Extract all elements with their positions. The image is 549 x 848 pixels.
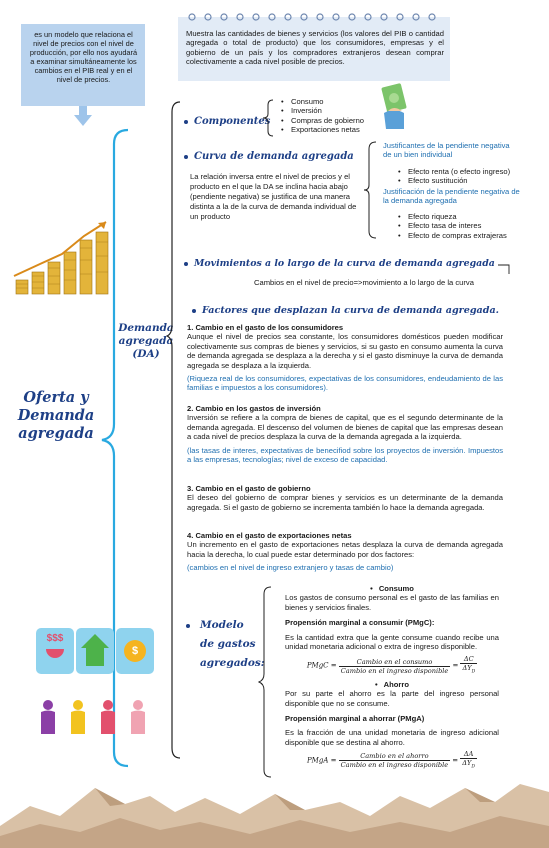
consumer-icons-illustration xyxy=(36,628,154,734)
movimientos-connector xyxy=(497,263,511,275)
people-icon xyxy=(38,700,154,734)
formula-lhs: PMgA = xyxy=(306,756,337,765)
modelo-heading-text: Modelo de gastos agregados: xyxy=(200,619,265,669)
list-item: • Efecto sustitución xyxy=(398,176,538,185)
coin-icon: $ xyxy=(124,640,146,662)
factor-note: (Riqueza real de los consumidores, expectativas de los consumidores, endeudamiento de las familias e impuestos a los consumidores). xyxy=(187,374,503,393)
factores-heading xyxy=(192,305,499,316)
ahorro-text: Por su parte el ahorro es la parte del ingreso personal disponible que no se consume. xyxy=(285,689,499,708)
factor-text: Inversión se refiere a la compra de bienes de capital, que es el segundo determinante de la demanda agregada. El descenso del volumen de bienes de capital que las empresas desean a cada nivel de precios desplaza la curva de la demanda agregada a la izquierda. xyxy=(187,413,503,442)
list-item: • Efecto renta (o efecto ingreso) xyxy=(398,167,538,176)
da-bracket xyxy=(166,100,182,760)
formula-numerator: Cambio en el consumo xyxy=(339,658,451,667)
house-icon xyxy=(76,628,114,674)
formula-subscript: D xyxy=(471,669,476,675)
list-item: • Inversión xyxy=(281,106,391,115)
factor-4 xyxy=(187,531,503,573)
modelo-heading xyxy=(186,616,265,673)
speech-bubble-home xyxy=(76,628,114,674)
factor-text: Un incremento en el gasto de exportaciones netas desplaza la curva de demanda agregada hacia la derecha, lo cual puede estar determinado por dos factores: xyxy=(187,540,503,559)
factor-note: (las tasas de interes, expectativas de benecifiod sobre los proyectos de inversión. Impuestos a las empresas, tecnologías; nivel de exceso de capacidad. xyxy=(187,445,503,465)
curva-text: La relación inversa entre el nivel de precios y el producto en el que la DA se inclina hacia abajo (pendiente negativa) se justifica de una manera distinta a la de la curva de demanda individual de un producto xyxy=(190,172,357,221)
formula-equals: = xyxy=(452,662,459,671)
consumo-title-text: Consumo xyxy=(378,584,414,593)
down-arrow-icon xyxy=(72,106,94,128)
intro-note-text: Muestra las cantidades de bienes y servicios (los valores del PIB o cantidad agregada o total de producto) que los consumidores, empresas y el gobierno de un país y los compradores extranjeros desean comprar colectivamente a cada nivel posible de precios. xyxy=(186,29,444,66)
sand-landscape-decoration xyxy=(0,766,549,848)
ahorro-title-text: Ahorro xyxy=(383,679,409,689)
bullet-dot xyxy=(186,624,190,628)
factor-text: Aunque el nivel de precios sea constante, los consumidores domésticos pueden modificar colectivamente sus compras de bienes y servicios, si su gasto en consumo aumenta la curva de demanda agregada se desplaza a la derecha y si el gasto disminuye la curva de demanda agregada se desplaza a la izquierda. xyxy=(187,332,503,370)
curva-heading-text: Curva de demanda agregada xyxy=(194,151,354,162)
formula-fraction xyxy=(339,658,451,675)
intro-definition-text: es un modelo que relaciona el nivel de precios con el nivel de producción, por ello nos ayudará a examinar simultáneamente los cambios en el PIB real y en el nivel de precios. xyxy=(29,30,138,84)
factor-title: 1. Cambio en el gasto de los consumidores xyxy=(187,323,344,332)
bullet-dot xyxy=(184,262,188,266)
money-hand-illustration xyxy=(378,83,412,131)
formula-delta-denominator xyxy=(460,664,477,676)
list-item: • Efecto riqueza xyxy=(398,212,538,221)
demanda-agregada-label: Demanda agregada (DA) xyxy=(118,322,174,360)
movimientos-heading-text: Movimientos a lo largo de la curva de demanda agregada xyxy=(194,258,495,269)
formula-delta-numerator: ΔA xyxy=(460,750,477,759)
bullet-dot xyxy=(184,120,188,124)
justificacion-agregada-title: Justificación de la pendiente negativa de la demanda agregada xyxy=(383,187,520,206)
formula-delta-numerator: ΔC xyxy=(460,655,477,664)
formula-denominator: Cambio en el ingreso disponible xyxy=(340,761,449,770)
list-item: • Efecto tasa de interes xyxy=(398,221,538,230)
pmgc-text: Es la cantidad extra que la gente consume cuando recibe una unidad monetaria adicional o extra de ingreso disponible. xyxy=(285,632,499,652)
justificantes-individual-list xyxy=(398,167,538,186)
pmgc-formula xyxy=(285,655,499,676)
formula-delta-fraction xyxy=(460,655,477,676)
pmga-title: Propensión marginal a ahorrar (PMgA) xyxy=(285,713,425,723)
page-title: Oferta y Demanda agregada xyxy=(17,389,95,442)
formula-denominator: Cambio en el ingreso disponible xyxy=(340,666,449,675)
factor-title: 3. Cambio en el gasto de gobierno xyxy=(187,484,311,493)
factor-text: El deseo del gobierno de comprar bienes y servicios es un determinante de la demanda agregada. Si el gasto de gobierno se incrementa también lo hace la demanda agregada. xyxy=(187,493,503,512)
pmgc-title: Propensión marginal a consumir (PMgC): xyxy=(285,618,435,628)
consumo-text: Los gastos de consumo personal es el gasto de las familias en bienes y servicios finales. xyxy=(285,593,499,612)
bowl-icon xyxy=(46,649,64,658)
factor-1 xyxy=(187,323,503,393)
componentes-heading xyxy=(184,116,270,127)
pmga-text: Es la fracción de una unidad monetaria de ingreso adicional disponible que se destina al ahorro. xyxy=(285,728,499,747)
formula-delta-denominator-text: ΔY xyxy=(462,759,472,768)
curva-heading xyxy=(184,151,354,162)
movimientos-heading xyxy=(184,258,495,269)
factor-note: (cambios en el nivel de ingreso extranjero y tasas de cambio) xyxy=(187,563,394,573)
speech-bubble-money xyxy=(36,628,74,674)
money-text-icon: $$$ xyxy=(46,633,64,644)
factor-title: 4. Cambio en el gasto de exportaciones netas xyxy=(187,531,352,540)
factor-3 xyxy=(187,484,503,512)
bullet-dot xyxy=(192,309,196,313)
modelo-content xyxy=(285,584,499,772)
speech-bubble-coin xyxy=(116,628,154,674)
list-item: • Exportaciones netas xyxy=(281,125,391,134)
modelo-brace xyxy=(258,586,272,778)
list-item: • Compras de gobierno xyxy=(281,116,391,125)
formula-numerator: Cambio en el ahorro xyxy=(339,752,451,761)
justificantes-individual-title: Justificantes de la pendiente negativa de un bien individual xyxy=(383,141,510,160)
ahorro-title: • Ahorro xyxy=(375,679,409,689)
factores-heading-text: Factores que desplazan la curva de demanda agregada. xyxy=(202,305,500,316)
movimientos-text: Cambios en el nivel de precio=>movimiento a lo largo de la curva xyxy=(254,278,474,287)
list-item: • Consumo xyxy=(281,97,391,106)
curva-brace xyxy=(363,141,377,239)
formula-equals: = xyxy=(452,756,459,765)
componentes-brace xyxy=(262,99,274,137)
factor-2 xyxy=(187,404,503,464)
componentes-list xyxy=(281,97,391,135)
bullet-dot xyxy=(184,155,188,159)
formula-lhs: PMgC = xyxy=(306,662,337,671)
componentes-heading-text: Componentes xyxy=(194,116,271,127)
consumo-title: • Consumo xyxy=(370,584,414,593)
list-item: • Efecto de compras extrajeras xyxy=(398,231,538,240)
justificacion-agregada-list xyxy=(398,212,538,240)
factor-title: 2. Cambio en los gastos de inversión xyxy=(187,404,321,413)
formula-subscript: D xyxy=(471,764,476,770)
coins-growth-illustration xyxy=(10,218,114,298)
notebook-spiral xyxy=(186,9,446,21)
formula-delta-denominator-text: ΔY xyxy=(462,664,472,673)
